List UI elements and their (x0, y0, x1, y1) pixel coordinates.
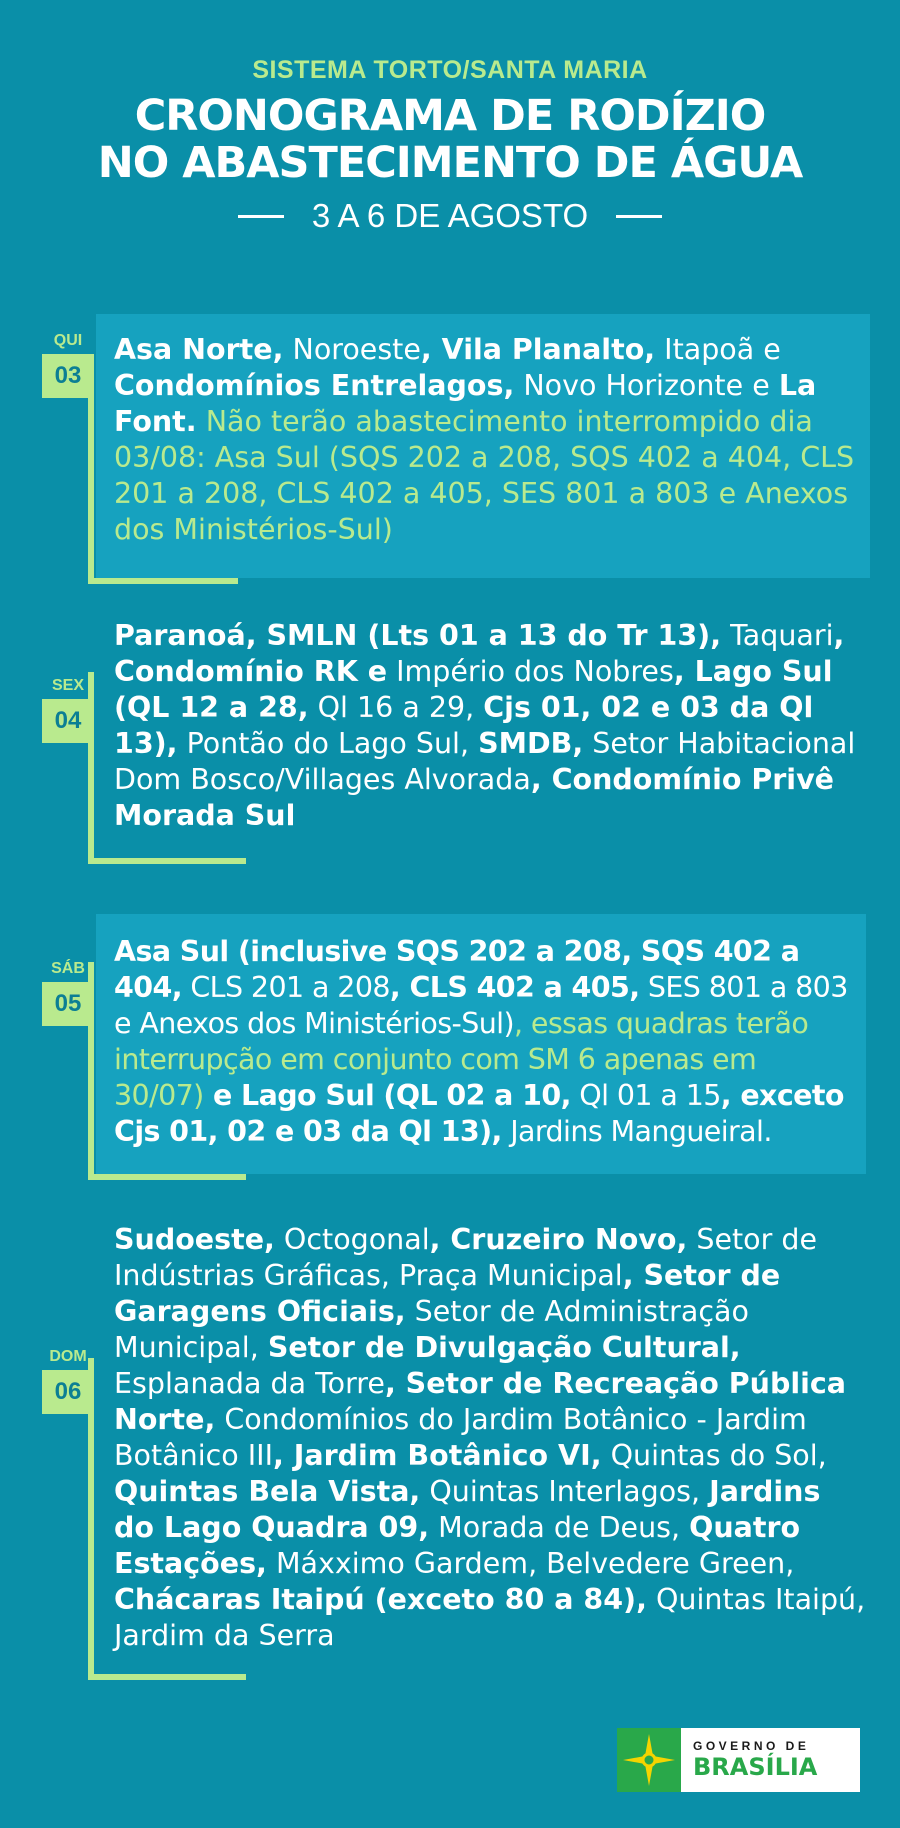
text-segment: Jardins Mangueiral. (501, 1115, 772, 1148)
text-segment: Cjs 01, 02 e 03 da Ql 13), (114, 691, 814, 760)
day-text-06 (114, 1222, 866, 1654)
text-segment: Itapoã e (655, 333, 781, 366)
text-segment: CLS 201 a 208 (181, 971, 390, 1004)
text-segment: , Setor de Recreação Pública Norte, (114, 1367, 847, 1436)
text-segment: Sudoeste, (114, 1223, 275, 1256)
text-segment: Paranoá, SMLN (Lts 01 a 13 do Tr 13), (114, 619, 722, 652)
text-segment: Chácaras Itaipú (exceto 80 a 84), (114, 1583, 647, 1616)
text-segment: Não terão abastecimento interrompido dia 03/08: Asa Sul (SQS 202 a 208, SQS 402 a 404, CLS 201 a 208, CLS 402 a 405, SES 801 a 803 e Anexos dos Ministérios-Sul) (114, 405, 855, 546)
text-segment: Novo Horizonte e (514, 369, 779, 402)
day-tag-03 (38, 332, 98, 398)
text-segment: e Lago Sul (QL 02 a 10, (203, 1079, 571, 1112)
text-segment: Máxximo Gardem, Belvedere Green, (266, 1547, 795, 1580)
text-segment: Octogonal (274, 1223, 430, 1256)
text-segment: SMDB, (478, 727, 584, 760)
text-segment: , Setor de Garagens Oficiais, (114, 1259, 781, 1328)
text-segment: Setor de Administração Municipal, (114, 1295, 749, 1364)
text-segment: Império dos Nobres (387, 655, 674, 688)
governo-brasilia-logo (617, 1728, 860, 1792)
text-segment: Esplanada da Torre (114, 1367, 385, 1400)
page-title (0, 93, 900, 187)
text-segment: , Lago Sul (QL 12 a 28, (114, 655, 833, 724)
day-tag-06 (38, 1348, 98, 1414)
text-segment: Quintas Bela Vista, (114, 1475, 421, 1508)
text-segment: Quatro Estações, (114, 1511, 801, 1580)
bracket-horizontal-03 (88, 578, 238, 584)
text-segment: Asa Norte, (114, 333, 284, 366)
text-segment: SES 801 a 803 e Anexos dos Ministérios-Sul) (114, 971, 848, 1040)
day-number: 03 (42, 354, 94, 398)
text-segment: , Vila Planalto, (420, 333, 656, 366)
divider-left (238, 215, 284, 218)
day-number: 04 (42, 699, 94, 743)
text-segment: , CLS 402 a 405, (389, 971, 640, 1004)
logo-main-text: BRASÍLIA (693, 1753, 818, 1781)
logo-top-text: GOVERNO DE (693, 1739, 810, 1753)
day-tag-05 (38, 960, 98, 1026)
text-segment: Ql 01 a 15 (570, 1079, 721, 1112)
text-segment: , Cruzeiro Novo, (429, 1223, 688, 1256)
text-segment: , Jardim Botânico VI, (273, 1439, 602, 1472)
day-abbr: DOM (49, 1348, 87, 1365)
day-number: 05 (42, 982, 94, 1026)
text-segment: , essas quadras terão interrupção em conjunto com SM 6 apenas em 30/07) (114, 1007, 809, 1112)
day-text-04 (114, 618, 858, 834)
brasilia-emblem-icon (617, 1728, 681, 1792)
bracket-horizontal-06 (88, 1674, 246, 1680)
text-segment: Condomínios Entrelagos, (114, 369, 515, 402)
text-segment: Setor de Indústrias Gráficas, Praça Municipal (114, 1223, 817, 1292)
text-segment: La Font. (114, 369, 817, 438)
text-segment: Asa Sul (inclusive SQS 202 a 208, SQS 402 a 404, (114, 935, 800, 1004)
text-segment: Quintas Interlagos, (420, 1475, 710, 1508)
day-text-05 (114, 934, 854, 1150)
bracket-horizontal-05 (88, 1174, 246, 1180)
day-abbr: QUI (53, 332, 83, 349)
text-segment: Jardins do Lago Quadra 09, (114, 1475, 821, 1544)
text-segment: Setor Habitacional Dom Bosco/Villages Alvorada (114, 727, 856, 796)
day-abbr: SÁB (51, 960, 85, 977)
day-text-03 (114, 332, 858, 548)
date-range-text: 3 A 6 DE AGOSTO (311, 197, 589, 234)
bracket-vertical-03 (88, 384, 94, 584)
title-line-2: NO ABASTECIMENTO DE ÁGUA (97, 138, 803, 188)
header-kicker: SISTEMA TORTO/SANTA MARIA (252, 56, 648, 84)
divider-right (616, 215, 662, 218)
day-number: 06 (42, 1370, 94, 1414)
text-segment: Ql 16 a 29, (308, 691, 484, 724)
text-segment: Condomínios do Jardim Botânico - Jardim Botânico III (114, 1403, 807, 1472)
text-segment: , Condomínio Privê Morada Sul (114, 763, 834, 832)
date-range (0, 197, 900, 235)
text-segment: Quintas do Sol, (601, 1439, 827, 1472)
text-segment: Taquari (721, 619, 834, 652)
day-tag-04 (38, 677, 98, 743)
text-segment: Setor de Divulgação Cultural, (267, 1331, 741, 1364)
text-segment: , Condomínio RK e (114, 619, 845, 688)
text-segment: Quintas Itaipú, Jardim da Serra (114, 1583, 866, 1652)
text-segment: Pontão do Lago Sul, (177, 727, 479, 760)
bracket-horizontal-04 (88, 858, 246, 864)
text-segment: , exceto Cjs 01, 02 e 03 da Ql 13), (114, 1079, 844, 1148)
logo-text (681, 1728, 860, 1792)
text-segment: Noroeste (283, 333, 421, 366)
day-abbr: SEX (51, 677, 84, 694)
header (0, 56, 900, 235)
title-line-1: CRONOGRAMA DE RODÍZIO (134, 91, 766, 141)
text-segment: Morada de Deus, (429, 1511, 690, 1544)
